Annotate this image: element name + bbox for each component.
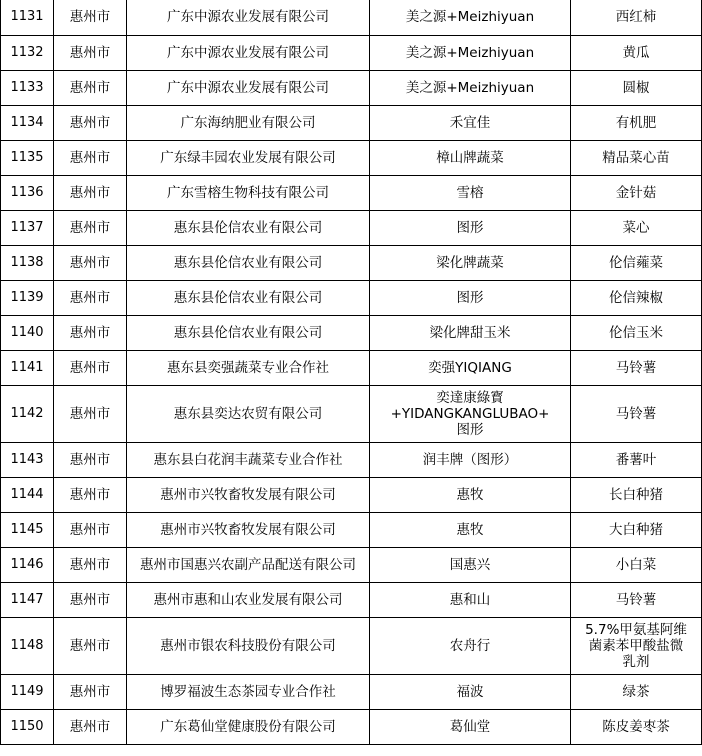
- company-cell: 博罗福波生态茶园专业合作社: [127, 674, 370, 709]
- table-row: [1, 442, 702, 477]
- product-cell: 马铃薯: [571, 350, 702, 385]
- product-cell: 大白种猪: [571, 512, 702, 547]
- table-row: [1, 709, 702, 744]
- company-cell: 广东雪榕生物科技有限公司: [127, 175, 370, 210]
- company-cell: 惠州市国惠兴农副产品配送有限公司: [127, 547, 370, 582]
- row-number: 1149: [1, 674, 54, 709]
- city-cell: 惠州市: [54, 709, 127, 744]
- brand-cell: 葛仙堂: [370, 709, 571, 744]
- table-row: [1, 547, 702, 582]
- row-number: 1131: [1, 0, 54, 35]
- table-row: [1, 512, 702, 547]
- city-cell: 惠州市: [54, 70, 127, 105]
- row-number: 1139: [1, 280, 54, 315]
- product-cell: 菜心: [571, 210, 702, 245]
- city-cell: 惠州市: [54, 617, 127, 674]
- row-number: 1142: [1, 385, 54, 442]
- company-cell: 惠州市兴牧畜牧发展有限公司: [127, 477, 370, 512]
- city-cell: 惠州市: [54, 0, 127, 35]
- company-cell: 惠州市银农科技股份有限公司: [127, 617, 370, 674]
- product-cell: 马铃薯: [571, 582, 702, 617]
- brand-cell: [370, 385, 571, 442]
- brand-line: 图形: [456, 421, 484, 438]
- product-cell: 马铃薯: [571, 385, 702, 442]
- product-cell: 番薯叶: [571, 442, 702, 477]
- city-cell: 惠州市: [54, 35, 127, 70]
- city-cell: 惠州市: [54, 140, 127, 175]
- product-cell: 黄瓜: [571, 35, 702, 70]
- city-cell: 惠州市: [54, 245, 127, 280]
- brand-cell: 农舟行: [370, 617, 571, 674]
- table-row: [1, 140, 702, 175]
- company-cell: 广东中源农业发展有限公司: [127, 70, 370, 105]
- company-cell: 惠东县伦信农业有限公司: [127, 315, 370, 350]
- table-row: [1, 617, 702, 674]
- brand-cell: 禾宜佳: [370, 105, 571, 140]
- product-cell: 绿茶: [571, 674, 702, 709]
- product-cell: 西红柿: [571, 0, 702, 35]
- city-cell: 惠州市: [54, 385, 127, 442]
- product-cell: 金针菇: [571, 175, 702, 210]
- city-cell: 惠州市: [54, 477, 127, 512]
- product-cell: 伦信蕹菜: [571, 245, 702, 280]
- brand-cell: 图形: [370, 210, 571, 245]
- table-row: [1, 582, 702, 617]
- brand-cell: 惠和山: [370, 582, 571, 617]
- table-row: [1, 0, 702, 35]
- company-cell: 广东中源农业发展有限公司: [127, 0, 370, 35]
- brand-cell: 国惠兴: [370, 547, 571, 582]
- company-cell: 惠东县白花润丰蔬菜专业合作社: [127, 442, 370, 477]
- row-number: 1145: [1, 512, 54, 547]
- city-cell: 惠州市: [54, 210, 127, 245]
- brand-cell: 美之源+Meizhiyuan: [370, 70, 571, 105]
- product-cell: 陈皮姜枣茶: [571, 709, 702, 744]
- table-row: [1, 477, 702, 512]
- table-row: [1, 70, 702, 105]
- table-row: [1, 315, 702, 350]
- table-row: [1, 105, 702, 140]
- product-cell: 长白种猪: [571, 477, 702, 512]
- brand-cell: 美之源+Meizhiyuan: [370, 35, 571, 70]
- company-cell: 广东中源农业发展有限公司: [127, 35, 370, 70]
- city-cell: 惠州市: [54, 350, 127, 385]
- row-number: 1138: [1, 245, 54, 280]
- company-cell: 惠东县伦信农业有限公司: [127, 280, 370, 315]
- city-cell: 惠州市: [54, 105, 127, 140]
- table-row: [1, 245, 702, 280]
- row-number: 1143: [1, 442, 54, 477]
- row-number: 1144: [1, 477, 54, 512]
- city-cell: 惠州市: [54, 547, 127, 582]
- product-cell: 小白菜: [571, 547, 702, 582]
- row-number: 1132: [1, 35, 54, 70]
- brand-cell: 梁化牌蔬菜: [370, 245, 571, 280]
- row-number: 1147: [1, 582, 54, 617]
- brand-cell: 惠牧: [370, 477, 571, 512]
- row-number: 1146: [1, 547, 54, 582]
- company-cell: 惠东县奕强蔬菜专业合作社: [127, 350, 370, 385]
- city-cell: 惠州市: [54, 512, 127, 547]
- row-number: 1140: [1, 315, 54, 350]
- brand-cell: 梁化牌甜玉米: [370, 315, 571, 350]
- brand-line: +YIDANGKANGLUBAO+: [390, 405, 550, 422]
- company-cell: 广东海纳肥业有限公司: [127, 105, 370, 140]
- table-row: [1, 280, 702, 315]
- brand-cell: 图形: [370, 280, 571, 315]
- brand-cell: 福波: [370, 674, 571, 709]
- brand-cell: 奕强YIQIANG: [370, 350, 571, 385]
- city-cell: 惠州市: [54, 442, 127, 477]
- city-cell: 惠州市: [54, 175, 127, 210]
- product-line: 5.7%甲氨基阿维: [585, 621, 687, 638]
- city-cell: 惠州市: [54, 280, 127, 315]
- brand-cell: 润丰牌（图形）: [370, 442, 571, 477]
- table-row: [1, 175, 702, 210]
- product-cell: 圆椒: [571, 70, 702, 105]
- row-number: 1137: [1, 210, 54, 245]
- city-cell: 惠州市: [54, 674, 127, 709]
- brand-cell: 樟山牌蔬菜: [370, 140, 571, 175]
- row-number: 1150: [1, 709, 54, 744]
- product-cell: 有机肥: [571, 105, 702, 140]
- row-number: 1134: [1, 105, 54, 140]
- table-row: [1, 385, 702, 442]
- row-number: 1148: [1, 617, 54, 674]
- city-cell: 惠州市: [54, 315, 127, 350]
- brand-cell: 惠牧: [370, 512, 571, 547]
- table-row: [1, 350, 702, 385]
- row-number: 1141: [1, 350, 54, 385]
- product-line: 乳剂: [622, 653, 650, 670]
- table-row: [1, 35, 702, 70]
- product-line: 菌素苯甲酸盐微: [588, 637, 684, 654]
- city-cell: 惠州市: [54, 582, 127, 617]
- product-cell: 伦信辣椒: [571, 280, 702, 315]
- product-cell: 精品菜心苗: [571, 140, 702, 175]
- company-cell: 广东绿丰园农业发展有限公司: [127, 140, 370, 175]
- brand-cell: 雪榕: [370, 175, 571, 210]
- company-cell: 惠东县伦信农业有限公司: [127, 210, 370, 245]
- company-cell: 惠州市兴牧畜牧发展有限公司: [127, 512, 370, 547]
- table-row: [1, 674, 702, 709]
- company-cell: 惠东县奕达农贸有限公司: [127, 385, 370, 442]
- product-cell: 伦信玉米: [571, 315, 702, 350]
- table-row: [1, 210, 702, 245]
- brand-cell: 美之源+Meizhiyuan: [370, 0, 571, 35]
- company-cell: 广东葛仙堂健康股份有限公司: [127, 709, 370, 744]
- product-cell: [571, 617, 702, 674]
- row-number: 1133: [1, 70, 54, 105]
- company-cell: 惠州市惠和山农业发展有限公司: [127, 582, 370, 617]
- company-cell: 惠东县伦信农业有限公司: [127, 245, 370, 280]
- row-number: 1136: [1, 175, 54, 210]
- brand-line: 奕達康綠寳: [436, 389, 504, 406]
- row-number: 1135: [1, 140, 54, 175]
